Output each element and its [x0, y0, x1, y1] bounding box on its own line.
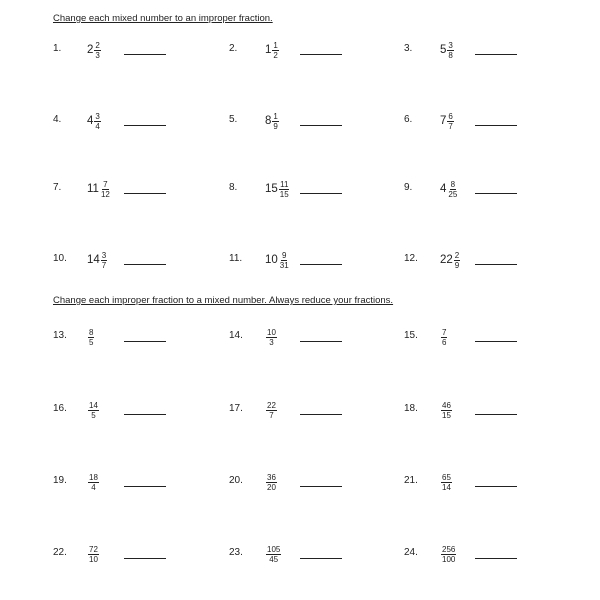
- problem-number: 1.: [53, 43, 62, 54]
- problem-item: [53, 240, 193, 280]
- fraction: [266, 473, 277, 492]
- fraction-denominator: 7: [448, 121, 453, 131]
- fraction: [279, 251, 290, 270]
- whole-number: 22: [440, 254, 453, 266]
- problem-number: 12.: [404, 253, 418, 264]
- problem-number: 24.: [404, 547, 418, 558]
- answer-blank[interactable]: [300, 193, 342, 194]
- problem-value: [440, 534, 456, 574]
- fraction-denominator: 3: [269, 337, 274, 347]
- problem-number: 7.: [53, 182, 62, 193]
- whole-number: 14: [87, 254, 100, 266]
- problem-number: 17.: [229, 403, 243, 414]
- fraction: [441, 545, 456, 564]
- problem-number: 14.: [229, 330, 243, 341]
- problem-item: [53, 30, 193, 70]
- fraction: [441, 328, 447, 347]
- problem-value: [440, 317, 447, 357]
- fraction-denominator: 5: [89, 337, 94, 347]
- fraction: [266, 401, 277, 420]
- problem-number: 8.: [229, 182, 238, 193]
- answer-blank[interactable]: [124, 341, 166, 342]
- problem-number: 3.: [404, 43, 413, 54]
- whole-number: 10: [265, 254, 278, 266]
- whole-number: 15: [265, 183, 278, 195]
- fraction-denominator: 10: [89, 554, 98, 564]
- problem-number: 6.: [404, 114, 413, 125]
- problem-item: [404, 240, 544, 280]
- fraction-denominator: 8: [448, 50, 453, 60]
- fraction-denominator: 3: [95, 50, 100, 60]
- problem-number: 2.: [229, 43, 238, 54]
- problem-item: [229, 390, 369, 430]
- whole-number: 11: [87, 183, 99, 195]
- problem-number: 20.: [229, 475, 243, 486]
- answer-blank[interactable]: [475, 125, 517, 126]
- fraction-denominator: 5: [91, 410, 96, 420]
- fraction: [272, 41, 278, 60]
- whole-number: 4: [440, 183, 447, 195]
- answer-blank[interactable]: [475, 414, 517, 415]
- problem-item: [229, 462, 369, 502]
- fraction: [100, 180, 111, 199]
- problem-value: [87, 462, 99, 502]
- answer-blank[interactable]: [300, 54, 342, 55]
- problem-number: 19.: [53, 475, 67, 486]
- problem-number: 22.: [53, 547, 67, 558]
- whole-number: 2: [87, 44, 94, 56]
- fraction-numerator: 18: [89, 472, 98, 482]
- fraction-numerator: 256: [442, 544, 456, 554]
- whole-number: 1: [265, 44, 272, 56]
- problem-number: 4.: [53, 114, 62, 125]
- whole-number: 8: [265, 115, 272, 127]
- fraction: [266, 328, 277, 347]
- fraction: [454, 251, 460, 270]
- problem-number: 23.: [229, 547, 243, 558]
- problem-value: [87, 390, 99, 430]
- answer-blank[interactable]: [124, 125, 166, 126]
- whole-number: 4: [87, 115, 94, 127]
- problem-value: [87, 101, 101, 141]
- fraction-numerator: 2: [454, 250, 460, 260]
- problem-number: 11.: [229, 253, 243, 264]
- problem-value: [440, 30, 454, 70]
- fraction-denominator: 15: [279, 189, 289, 199]
- fraction: [94, 112, 100, 131]
- answer-blank[interactable]: [475, 558, 517, 559]
- problem-item: [229, 534, 369, 574]
- answer-blank[interactable]: [124, 486, 166, 487]
- answer-blank[interactable]: [124, 558, 166, 559]
- answer-blank[interactable]: [124, 414, 166, 415]
- problem-value: [440, 462, 452, 502]
- fraction-denominator: 9: [273, 121, 278, 131]
- problem-number: 13.: [53, 330, 67, 341]
- fraction-denominator: 9: [454, 260, 460, 270]
- problem-item: [404, 317, 544, 357]
- answer-blank[interactable]: [300, 264, 342, 265]
- fraction-denominator: 100: [442, 554, 456, 564]
- answer-blank[interactable]: [124, 54, 166, 55]
- fraction-numerator: 105: [267, 544, 281, 554]
- whole-number: 5: [440, 44, 447, 56]
- fraction-denominator: 12: [100, 189, 110, 199]
- answer-blank[interactable]: [124, 264, 166, 265]
- fraction: [88, 328, 94, 347]
- problem-item: [53, 317, 193, 357]
- problem-number: 10.: [53, 253, 67, 264]
- fraction-numerator: 9: [282, 250, 287, 260]
- fraction-numerator: 1: [273, 40, 278, 50]
- fraction-numerator: 46: [442, 400, 451, 410]
- problem-item: [229, 30, 369, 70]
- problem-value: [265, 30, 279, 70]
- fraction-numerator: 14: [89, 400, 98, 410]
- problem-value: [440, 169, 458, 209]
- fraction-numerator: 3: [101, 250, 107, 260]
- fraction: [94, 41, 100, 60]
- answer-blank[interactable]: [475, 341, 517, 342]
- problem-item: [53, 101, 193, 141]
- fraction: [441, 473, 452, 492]
- problem-number: 18.: [404, 403, 418, 414]
- fraction-numerator: 1: [273, 111, 278, 121]
- fraction: [272, 112, 278, 131]
- fraction-denominator: 6: [442, 337, 447, 347]
- fraction: [447, 112, 453, 131]
- problem-number: 15.: [404, 330, 418, 341]
- problem-item: [229, 101, 369, 141]
- fraction-denominator: 20: [267, 482, 276, 492]
- answer-blank[interactable]: [475, 54, 517, 55]
- fraction-numerator: 8: [89, 327, 94, 337]
- fraction-numerator: 11: [280, 179, 289, 189]
- answer-blank[interactable]: [475, 486, 517, 487]
- problem-value: [265, 240, 290, 280]
- fraction: [88, 473, 99, 492]
- answer-blank[interactable]: [124, 193, 166, 194]
- fraction-numerator: 8: [450, 179, 456, 189]
- problem-item: [53, 462, 193, 502]
- problem-value: [87, 30, 101, 70]
- problem-number: 5.: [229, 114, 238, 125]
- fraction-numerator: 36: [267, 472, 276, 482]
- answer-blank[interactable]: [300, 414, 342, 415]
- problem-value: [87, 240, 107, 280]
- fraction: [441, 401, 452, 420]
- answer-blank[interactable]: [300, 486, 342, 487]
- fraction: [88, 545, 99, 564]
- problem-number: 9.: [404, 182, 413, 193]
- problem-item: [53, 169, 193, 209]
- problem-value: [265, 169, 290, 209]
- fraction-numerator: 3: [448, 40, 453, 50]
- problem-value: [440, 390, 452, 430]
- fraction-numerator: 7: [442, 327, 447, 337]
- section-instruction: Change each improper fraction to a mixed number. Always reduce your fractions.: [53, 295, 394, 306]
- problem-value: [440, 101, 454, 141]
- fraction-denominator: 45: [269, 554, 279, 564]
- fraction-denominator: 7: [269, 410, 274, 420]
- answer-blank[interactable]: [475, 264, 517, 265]
- answer-blank[interactable]: [300, 125, 342, 126]
- answer-blank[interactable]: [475, 193, 517, 194]
- problem-item: [229, 240, 369, 280]
- problem-item: [404, 534, 544, 574]
- fraction-denominator: 7: [101, 260, 107, 270]
- fraction-denominator: 31: [279, 260, 289, 270]
- fraction: [101, 251, 107, 270]
- answer-blank[interactable]: [300, 341, 342, 342]
- problem-item: [53, 390, 193, 430]
- fraction-numerator: 10: [267, 327, 276, 337]
- problem-item: [53, 534, 193, 574]
- problem-number: 21.: [404, 475, 418, 486]
- problem-value: [440, 240, 460, 280]
- fraction-denominator: 25: [448, 189, 458, 199]
- fraction-numerator: 3: [95, 111, 100, 121]
- problem-item: [404, 462, 544, 502]
- problem-number: 16.: [53, 403, 67, 414]
- problem-value: [87, 169, 111, 209]
- fraction-numerator: 72: [89, 544, 98, 554]
- problem-value: [265, 317, 277, 357]
- fraction-denominator: 4: [95, 121, 100, 131]
- problem-item: [229, 169, 369, 209]
- fraction-numerator: 7: [103, 179, 108, 189]
- fraction-numerator: 65: [442, 472, 451, 482]
- fraction-denominator: 4: [91, 482, 96, 492]
- fraction-denominator: 14: [442, 482, 451, 492]
- problem-item: [404, 390, 544, 430]
- fraction-numerator: 22: [267, 400, 276, 410]
- fraction: [279, 180, 290, 199]
- problem-item: [404, 30, 544, 70]
- problem-value: [265, 101, 279, 141]
- section-instruction: Change each mixed number to an improper fraction.: [53, 13, 273, 24]
- problem-value: [265, 534, 281, 574]
- fraction: [447, 41, 453, 60]
- problem-item: [404, 169, 544, 209]
- fraction-denominator: 15: [442, 410, 451, 420]
- fraction-numerator: 6: [448, 111, 453, 121]
- problem-item: [229, 317, 369, 357]
- problem-item: [404, 101, 544, 141]
- fraction-numerator: 2: [95, 40, 100, 50]
- whole-number: 7: [440, 115, 447, 127]
- problem-value: [87, 534, 99, 574]
- fraction: [447, 180, 458, 199]
- fraction: [88, 401, 99, 420]
- answer-blank[interactable]: [300, 558, 342, 559]
- problem-value: [87, 317, 94, 357]
- fraction: [266, 545, 281, 564]
- problem-value: [265, 390, 277, 430]
- fraction-denominator: 2: [273, 50, 278, 60]
- problem-value: [265, 462, 277, 502]
